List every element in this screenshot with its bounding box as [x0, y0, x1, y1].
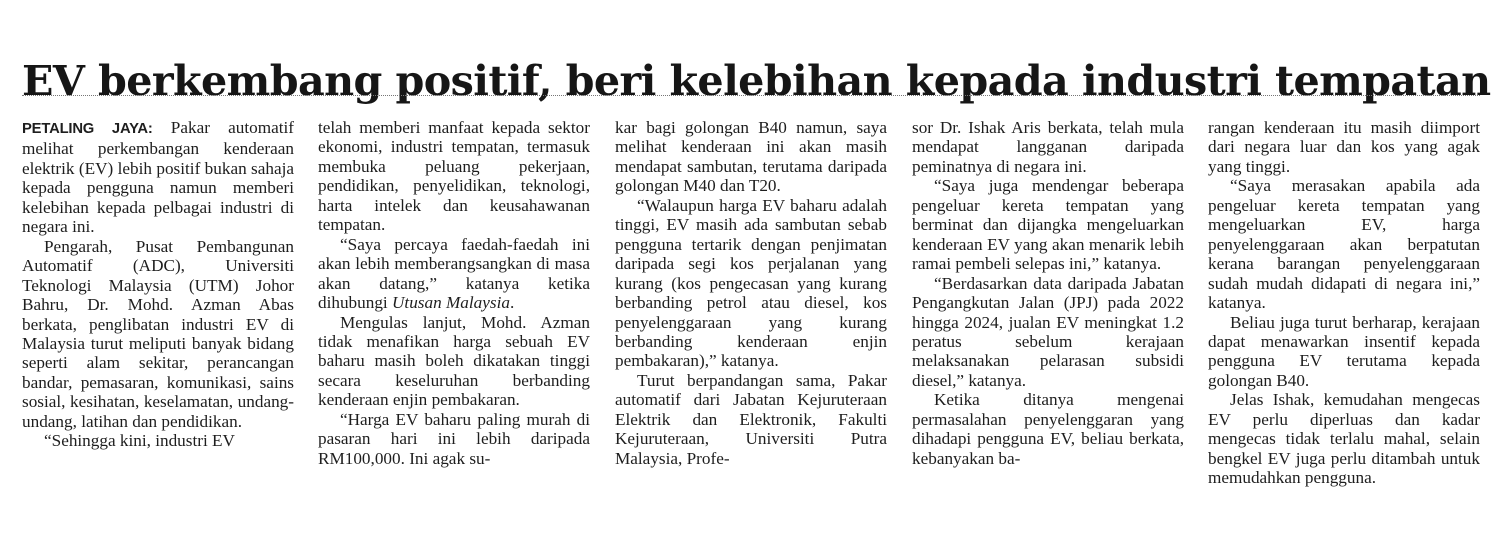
- paragraph: rangan kenderaan itu masih diimport dari negara luar dan kos yang agak yang tinggi.: [1208, 118, 1480, 176]
- headline-divider: [22, 95, 1480, 96]
- paragraph: Pengarah, Pusat Pembangunan Automatif (ADC), Universiti Teknologi Malaysia (UTM) Johor Bahru, Dr. Mohd. Azman Abas berkata, penglibatan industri EV di Malaysia turut meliputi banyak bidang seperti alam sekitar, perancangan bandar, pemasaran, komunikasi, sains sosial, kesihatan, keselamatan, undang-undang, latihan dan pendidikan.: [22, 236, 294, 431]
- headline: EV berkembang positif, beri kelebihan kepada industri tempatan: [22, 55, 1491, 105]
- paragraph: “Berdasarkan data daripada Jabatan Pengangkutan Jalan (JPJ) pada 2022 hingga 2024, jualan EV meningkat 1.2 peratus sebelum kerajaan melaksanakan pelarasan subsidi diesel,” katanya.: [912, 273, 1184, 390]
- paragraph: Ketika ditanya mengenai permasalahan penyelenggaran yang dihadapi pengguna EV, beliau berkata, kebanyakan ba-: [912, 390, 1184, 468]
- paragraph: sor Dr. Ishak Aris berkata, telah mula mendapat langganan daripada peminatnya di negara ini.: [912, 118, 1184, 176]
- paragraph: kar bagi golongan B40 namun, saya melihat kenderaan ini akan masih mendapat sambutan, terutama daripada golongan M40 dan T20.: [615, 118, 887, 196]
- article-column-2: [318, 118, 590, 468]
- paragraph: Beliau juga turut berharap, kerajaan dapat menawarkan insentif kepada pengguna EV terutama kepada golongan B40.: [1208, 312, 1480, 390]
- paragraph: Turut berpandangan sama, Pakar automatif dari Jabatan Kejuruteraan Elektrik dan Elektronik, Fakulti Kejuruteraan, Universiti Putra Malaysia, Profe-: [615, 370, 887, 468]
- paragraph: “Saya juga mendengar beberapa pengeluar kereta tempatan yang berminat dan dijangka mengeluarkan kenderaan EV yang akan menarik lebih ramai pembeli selepas ini,” katanya.: [912, 176, 1184, 274]
- paragraph: “Sehingga kini, industri EV: [44, 431, 235, 451]
- paragraph-text: .: [509, 293, 515, 313]
- paragraph: Mengulas lanjut, Mohd. Azman tidak menafikan harga sebuah EV baharu masih boleh dikatakan tinggi secara keseluruhan berbanding kenderaan enjin pembakaran.: [318, 312, 590, 410]
- dateline: PETALING JAYA:: [22, 121, 153, 137]
- article-column-4: [912, 118, 1184, 468]
- paragraph: telah memberi manfaat kepada sektor ekonomi, industri tempatan, termasuk membuka peluang pekerjaan, pendidikan, penyelidikan, teknologi, harta intelek dan keusahawanan tempatan.: [318, 118, 590, 235]
- article-column-3: [615, 118, 887, 468]
- paragraph: “Saya merasakan apabila ada pengeluar kereta tempatan yang mengeluarkan EV, harga penyelenggaraan akan berpatutan kerana barangan penyelenggaraan sudah mudah didapati di negara ini,” katanya.: [1208, 176, 1480, 313]
- paragraph: Jelas Ishak, kemudahan mengecas EV perlu diperluas dan kadar mengecas tidak terlalu mahal, selain bengkel EV juga perlu ditambah untuk memudahkan pengguna.: [1208, 390, 1480, 488]
- paragraph: [318, 235, 590, 313]
- article-column-1: [22, 118, 294, 451]
- paragraph-text: “Saya percaya faedah-faedah ini akan lebih memberangsangkan di masa akan datang,” katanya ketika dihubungi: [318, 234, 590, 313]
- paragraph: [22, 118, 294, 237]
- article-column-5: [1208, 118, 1480, 488]
- paragraph-text: Pakar automatif melihat perkembangan kenderaan elektrik (EV) lebih positif bukan sahaja kepada pengguna namun memberi kelebihan kepada pelbagai industri di negara ini.: [22, 118, 295, 237]
- paragraph: “Harga EV baharu paling murah di pasaran hari ini lebih daripada RM100,000. Ini agak su-: [318, 409, 590, 468]
- publication-name: Utusan Malaysia: [392, 293, 510, 313]
- paragraph: “Walaupun harga EV baharu adalah tinggi, EV masih ada sambutan sebab pengguna tertarik dengan penjimatan daripada segi kos perjalanan yang kurang (kos pengecasan yang kurang berbanding petrol atau diesel, kos penyelenggaraan yang kurang berbanding kenderaan enjin pembakaran),” katanya.: [615, 195, 887, 371]
